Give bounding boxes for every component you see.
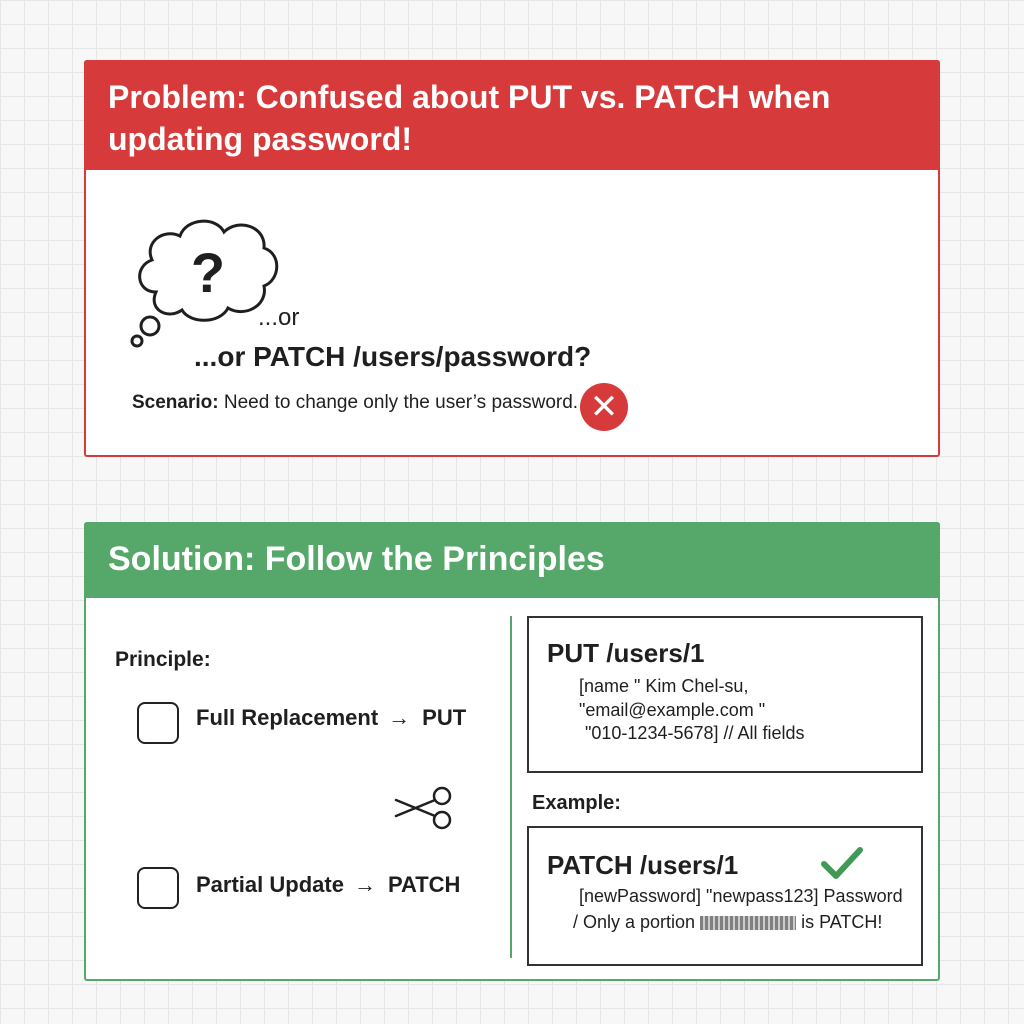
smudged-text — [700, 916, 796, 930]
thought-question-mark: ? — [190, 241, 226, 304]
solution-header: Solution: Follow the Principles — [84, 522, 940, 598]
patch-note: is PATCH! — [801, 912, 883, 932]
checkbox-icon[interactable] — [137, 867, 179, 909]
patch-code: [newPassword] "newpass123] — [579, 886, 819, 906]
or-patch-text: ...or PATCH /users/password? — [194, 341, 592, 372]
arrow-right-icon: → — [353, 872, 376, 897]
or-small-text: ...or — [258, 304, 300, 331]
rule-label: Partial Update — [196, 872, 344, 897]
scissors-icon — [392, 786, 456, 830]
rule-full-replacement — [196, 705, 466, 731]
rule-label: Full Replacement — [196, 705, 379, 730]
scenario-text — [132, 392, 578, 414]
principle-label: Principle: — [115, 648, 211, 671]
rule-method: PUT — [422, 705, 467, 730]
checkbox-icon[interactable] — [137, 702, 179, 744]
put-example-line: "email@example.com " — [579, 700, 766, 720]
column-divider — [510, 616, 512, 958]
patch-example-title: PATCH /users/1 — [547, 850, 739, 880]
rule-method: PATCH — [387, 872, 461, 897]
rule-partial-update — [196, 872, 460, 898]
patch-note: Password — [823, 886, 903, 906]
scenario-label: Scenario: — [132, 392, 219, 413]
arrow-right-icon: → — [388, 705, 411, 730]
patch-comment: / Only a portion — [573, 912, 696, 932]
problem-title-line1: Problem: Confused about PUT vs. PATCH when — [108, 79, 831, 115]
put-example-line: [name " Kim Chel-su, — [579, 676, 749, 696]
put-example-box — [527, 616, 923, 773]
put-example-title: PUT /users/1 — [547, 638, 705, 668]
close-icon: ✕ — [580, 383, 628, 431]
scenario-description: Need to change only the user’s password. — [218, 392, 579, 413]
checkmark-icon — [820, 846, 864, 882]
put-example-line: "010-1234-5678] // All fields — [585, 723, 805, 743]
patch-example-line2 — [573, 912, 882, 933]
problem-title-line2: updating password! — [108, 121, 412, 157]
patch-example-line1 — [579, 886, 903, 907]
example-label: Example: — [532, 792, 621, 814]
problem-header — [84, 60, 940, 170]
